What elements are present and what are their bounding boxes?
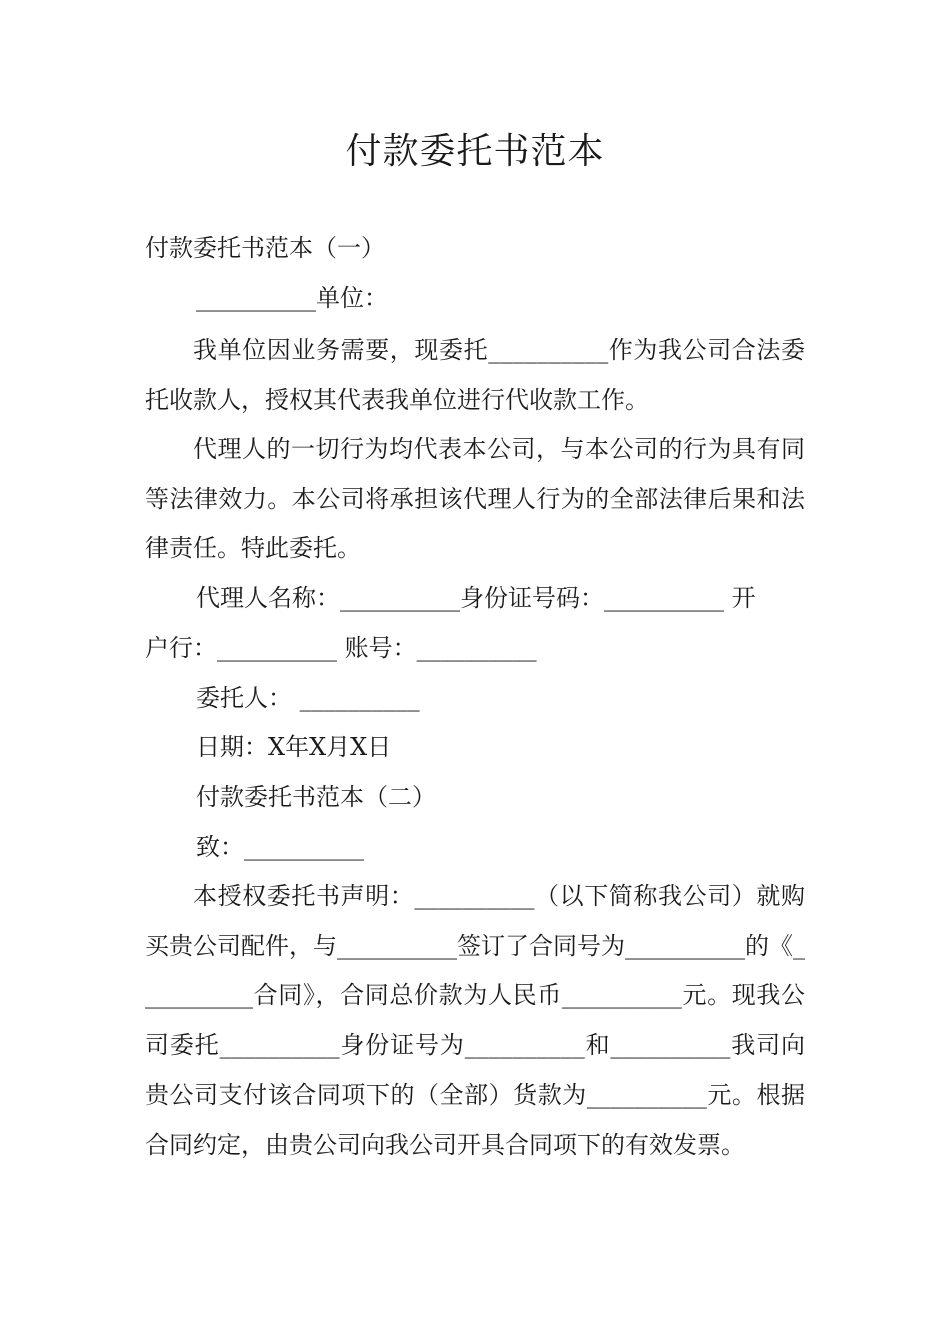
sample1-agent-line-2: 户行：__________ 账号：__________ <box>145 634 537 662</box>
sample1-heading: 付款委托书范本（一） <box>145 234 385 262</box>
sample2-paragraph-1: 本授权委托书声明：__________（以下简称我公司）就购买贵公司配件，与__________签订了合同号为__________的《__________合同》，合同总价款为人民币__________元。现我公司委托__________身份证号为__________和__________我司向贵公司支付该合同项下的（全部）货款为__________元。根据合同约定，由贵公司向我公司开具合同项下的有效发票。 <box>145 882 805 1159</box>
sample1-paragraph-2: 代理人的一切行为均代表本公司，与本公司的行为具有同等法律效力。本公司将承担该代理人行为的全部法律后果和法律责任。特此委托。 <box>145 435 805 563</box>
sample1-principal: 委托人： __________ <box>196 684 420 712</box>
sample2-heading: 付款委托书范本（二） <box>196 783 436 811</box>
sample1-date: 日期：X年X月X日 <box>196 733 392 761</box>
sample1-agent-line-1: 代理人名称：__________身份证号码：__________ 开 <box>196 584 756 612</box>
document-title: 付款委托书范本 <box>345 131 605 172</box>
sample2-to: 致：__________ <box>196 833 364 861</box>
sample1-paragraph-1: 我单位因业务需要，现委托__________作为我公司合法委托收款人，授权其代表我单位进行代收款工作。 <box>145 336 805 414</box>
sample1-recipient: __________单位： <box>196 284 388 312</box>
